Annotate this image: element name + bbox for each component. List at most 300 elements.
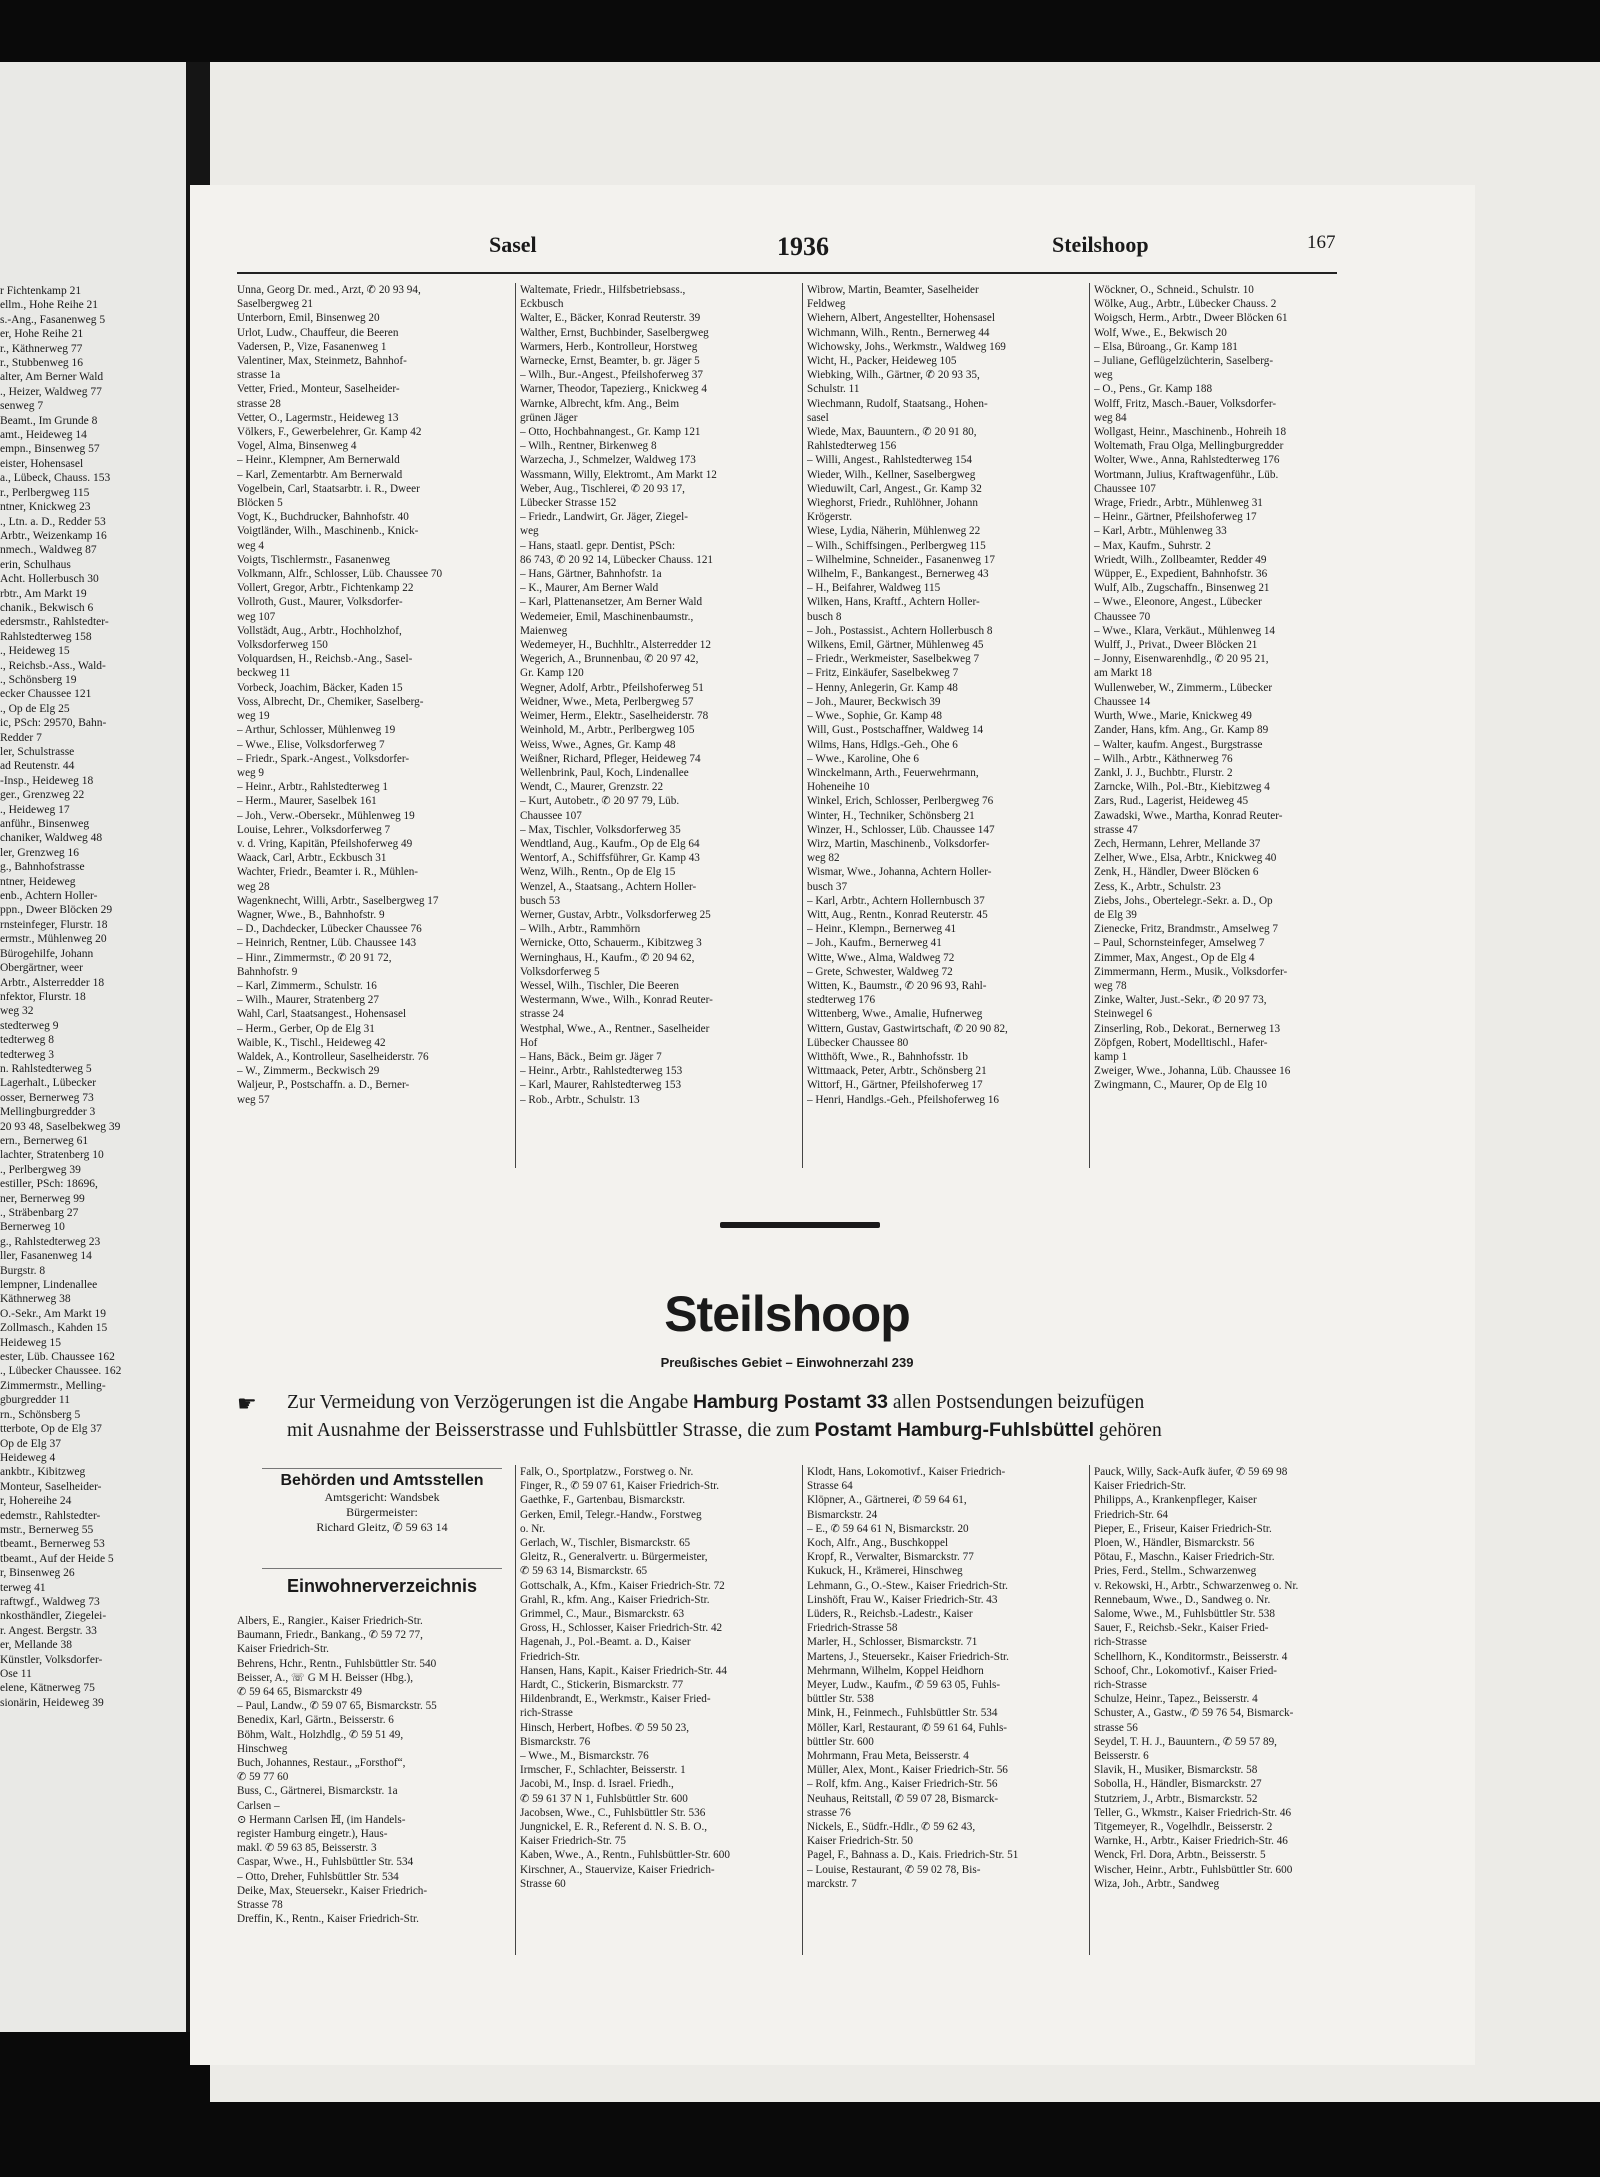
header-year: 1936 bbox=[777, 232, 829, 261]
directory-entry: – Heinr., Arbtr., Rahlstedterweg 153 bbox=[520, 1065, 683, 1078]
directory-entry: Schellhorn, K., Konditormstr., Beisserstr. 4 bbox=[1094, 1650, 1288, 1663]
left-page-line: ., Ltn. a. D., Redder 53 bbox=[0, 515, 106, 528]
directory-entry: Walter, E., Bäcker, Konrad Reuterstr. 39 bbox=[520, 312, 701, 325]
left-page-line: g., Rahlstedterweg 23 bbox=[0, 1235, 101, 1248]
left-page-line: ermstr., Mühlenweg 20 bbox=[0, 933, 107, 946]
directory-entry: Wieghorst, Friedr., Ruhlöhner, Johann bbox=[807, 497, 978, 510]
directory-entry: Zöpfgen, Robert, Modelltischl., Hafer- bbox=[1094, 1036, 1268, 1049]
directory-entry: Seydel, T. H. J., Bauuntern., ✆ 59 57 89, bbox=[1094, 1735, 1277, 1748]
directory-entry: Slavik, H., Musiker, Bismarckstr. 58 bbox=[1094, 1764, 1258, 1777]
directory-entry: Zwingmann, C., Maurer, Op de Elg 10 bbox=[1094, 1079, 1267, 1092]
directory-entry: Vollroth, Gust., Maurer, Volksdorfer- bbox=[237, 596, 403, 609]
directory-entry: Wischer, Heinr., Arbtr., Fuhlsbüttler Str. 600 bbox=[1094, 1863, 1293, 1876]
left-page-line: senweg 7 bbox=[0, 400, 44, 413]
directory-entry: Hildenbrandt, E., Werkmstr., Kaiser Fried- bbox=[520, 1693, 711, 1706]
directory-entry: strasse 24 bbox=[520, 1008, 564, 1021]
directory-entry: Bahnhofstr. 9 bbox=[237, 965, 298, 978]
residents-rule bbox=[262, 1568, 502, 1569]
directory-entry: Bismarckstr. 76 bbox=[520, 1735, 591, 1748]
directory-entry: Carlsen – bbox=[237, 1799, 280, 1812]
directory-entry: weg bbox=[520, 525, 539, 538]
directory-entry: – Heinr., Arbtr., Rahlstedterweg 1 bbox=[237, 781, 389, 794]
directory-entry: Weimer, Herm., Elektr., Saselheiderstr. 78 bbox=[520, 710, 709, 723]
directory-entry: – Karl, Arbtr., Achtern Hollernbusch 37 bbox=[807, 894, 985, 907]
directory-entry: Kaiser Friedrich-Str. 75 bbox=[520, 1835, 626, 1848]
directory-entry: Gerken, Emil, Telegr.-Handw., Forstweg bbox=[520, 1508, 702, 1521]
left-page-line: Burgstr. 8 bbox=[0, 1264, 46, 1277]
directory-entry: Teller, G., Wkmstr., Kaiser Friedrich-Str. 46 bbox=[1094, 1806, 1292, 1819]
left-page-line: tedterweg 8 bbox=[0, 1034, 54, 1047]
authorities-line: Richard Gleitz, ✆ 59 63 14 bbox=[316, 1520, 448, 1534]
directory-entry: – Wwe., Elise, Volksdorferweg 7 bbox=[237, 738, 385, 751]
left-page-line: terweg 41 bbox=[0, 1581, 46, 1594]
left-page-fragment bbox=[0, 62, 186, 2032]
directory-entry: Mehrmann, Wilhelm, Koppel Heidhorn bbox=[807, 1664, 984, 1677]
directory-entry: Wenzel, A., Staatsang., Achtern Holler- bbox=[520, 880, 697, 893]
directory-entry: Saselbergweg 21 bbox=[237, 298, 313, 311]
upper-column-4 bbox=[1094, 283, 1370, 1093]
left-page-line: lempner, Lindenallee bbox=[0, 1279, 98, 1292]
authorities-line: Amtsgericht: Wandsbek bbox=[324, 1490, 440, 1504]
left-page-line: rbtr., Am Markt 19 bbox=[0, 587, 87, 600]
directory-entry: Winter, H., Techniker, Schönsberg 21 bbox=[807, 809, 975, 822]
left-page-line: tedterweg 3 bbox=[0, 1048, 54, 1061]
left-page-line: mstr., Bernerweg 55 bbox=[0, 1523, 94, 1536]
left-page-line: Lagerhalt., Lübecker bbox=[0, 1077, 97, 1090]
running-header bbox=[237, 232, 1337, 266]
directory-entry: Zimmer, Max, Angest., Op de Elg 4 bbox=[1094, 951, 1255, 964]
directory-entry: Unterborn, Emil, Binsenweg 20 bbox=[237, 312, 380, 325]
directory-entry: stedterweg 176 bbox=[807, 994, 876, 1007]
directory-entry: – Wwe., Karoline, Ohe 6 bbox=[807, 752, 919, 765]
directory-entry: ✆ 59 64 65, Bismarckstr 49 bbox=[237, 1686, 362, 1699]
authorities-block bbox=[262, 1472, 502, 1535]
left-page-line: Zimmermstr., Melling- bbox=[0, 1379, 106, 1392]
directory-entry: Blöcken 5 bbox=[237, 497, 283, 510]
left-page-line: r., Käthnerweg 77 bbox=[0, 342, 83, 355]
column-divider bbox=[1089, 283, 1090, 1168]
left-page-lines bbox=[0, 284, 186, 1710]
directory-entry: – Wilhelmine, Schneider., Fasanenweg 17 bbox=[807, 553, 995, 566]
directory-entry: Hof bbox=[520, 1036, 538, 1049]
directory-entry: Schulstr. 11 bbox=[807, 383, 860, 396]
directory-entry: Witthöft, Wwe., R., Bahnhofsstr. 1b bbox=[807, 1050, 968, 1063]
directory-entry: – Wwe., M., Bismarckstr. 76 bbox=[520, 1750, 649, 1763]
directory-entry: Weber, Aug., Tischlerei, ✆ 20 93 17, bbox=[520, 482, 685, 495]
directory-entry: Buss, C., Gärtnerei, Bismarckstr. 1a bbox=[237, 1785, 398, 1798]
column-divider bbox=[1089, 1465, 1090, 1955]
directory-entry: Kirschner, A., Stauervize, Kaiser Friedrich- bbox=[520, 1863, 715, 1876]
directory-entry: Kaiser Friedrich-Str. bbox=[237, 1643, 329, 1656]
directory-entry: Zelher, Wwe., Elsa, Arbtr., Knickweg 40 bbox=[1094, 852, 1277, 865]
directory-entry: weg 9 bbox=[237, 766, 265, 779]
directory-entry: Pauck, Willy, Sack-Aufk äufer, ✆ 59 69 98 bbox=[1094, 1466, 1288, 1478]
left-page-line: lachter, Stratenberg 10 bbox=[0, 1149, 104, 1162]
directory-entry: Warzecha, J., Schmelzer, Waldweg 173 bbox=[520, 454, 696, 467]
authorities-title: Behörden und Amtsstellen bbox=[280, 1472, 484, 1489]
left-page-line: ecker Chaussee 121 bbox=[0, 688, 92, 701]
left-page-line: enb., Achtern Holler- bbox=[0, 890, 98, 903]
left-page-line: r, Binsenweg 26 bbox=[0, 1567, 75, 1580]
directory-entry: – Henri, Handlgs.-Geh., Pfeilshoferweg 16 bbox=[807, 1093, 1000, 1106]
left-page-line: n. Rahlstedterweg 5 bbox=[0, 1062, 92, 1075]
directory-entry: Volksdorferweg 5 bbox=[520, 965, 600, 978]
directory-entry: Wagner, Wwe., B., Bahnhofstr. 9 bbox=[237, 908, 385, 921]
directory-entry: – Louise, Restaurant, ✆ 59 02 78, Bis- bbox=[807, 1863, 981, 1876]
directory-entry: Walther, Ernst, Buchbinder, Saselbergweg bbox=[520, 326, 709, 339]
directory-entry: Zimmermann, Herm., Musik., Volksdorfer- bbox=[1094, 965, 1288, 978]
directory-entry: Wibrow, Martin, Beamter, Saselheider bbox=[807, 284, 979, 296]
directory-entry: Wirz, Martin, Maschinenb., Volksdorfer- bbox=[807, 837, 990, 850]
directory-entry: Deike, Max, Steuersekr., Kaiser Friedrich- bbox=[237, 1884, 428, 1897]
left-page-line: Zollmasch., Kahden 15 bbox=[0, 1322, 108, 1335]
upper-column-1 bbox=[237, 283, 509, 1107]
directory-entry: Baumann, Friedr., Bankang., ✆ 59 72 77, bbox=[237, 1629, 423, 1642]
directory-entry: Albers, E., Rangier., Kaiser Friedrich-Str. bbox=[237, 1615, 423, 1627]
directory-entry: Warnke, H., Arbtr., Kaiser Friedrich-Str. 46 bbox=[1094, 1835, 1288, 1848]
directory-entry: busch 53 bbox=[520, 894, 561, 907]
left-page-line: ler, Schulstrasse bbox=[0, 746, 75, 758]
left-page-line: er, Hohe Reihe 21 bbox=[0, 328, 84, 341]
directory-entry: Vetter, O., Lagermstr., Heideweg 13 bbox=[237, 411, 399, 424]
directory-entry: Maienweg bbox=[520, 624, 568, 637]
directory-entry: Wendt, C., Maurer, Grenzstr. 22 bbox=[520, 781, 664, 794]
left-page-line: chanik., Bekwisch 6 bbox=[0, 601, 94, 614]
directory-entry: – Karl, Zementarbtr. Am Bernerwald bbox=[237, 468, 403, 481]
directory-entry: Voigtländer, Wilh., Maschinenb., Knick- bbox=[237, 525, 419, 538]
directory-entry: sasel bbox=[807, 411, 829, 424]
directory-entry: Chaussee 107 bbox=[1094, 482, 1156, 495]
directory-entry: – Rolf, kfm. Ang., Kaiser Friedrich-Str. 56 bbox=[807, 1778, 998, 1791]
directory-entry: Zarncke, Wilh., Pol.-Btr., Kiebitzweg 4 bbox=[1094, 781, 1270, 794]
directory-entry: – Herm., Maurer, Saselbek 161 bbox=[237, 795, 377, 808]
directory-entry: Wahl, Carl, Staatsangest., Hohensasel bbox=[237, 1008, 407, 1021]
directory-entry: Zander, Hans, kfm. Ang., Gr. Kamp 89 bbox=[1094, 724, 1269, 737]
directory-entry: 86 743, ✆ 20 92 14, Lübecker Chauss. 121 bbox=[520, 553, 714, 566]
directory-entry: strasse 1a bbox=[237, 369, 281, 382]
left-page-line: -Insp., Heideweg 18 bbox=[0, 774, 94, 787]
directory-entry: Jacobsen, Wwe., C., Fuhlsbüttler Str. 536 bbox=[520, 1806, 706, 1819]
directory-entry: – Paul, Landw., ✆ 59 07 65, Bismarckstr. 55 bbox=[237, 1700, 437, 1713]
directory-entry: Wüpper, E., Expedient, Bahnhofstr. 36 bbox=[1094, 568, 1268, 581]
section-separator bbox=[720, 1222, 880, 1228]
directory-entry: Witte, Wwe., Alma, Waldweg 72 bbox=[807, 951, 955, 964]
lower-column-4 bbox=[1094, 1465, 1370, 1891]
left-page-line: r Fichtenkamp 21 bbox=[0, 285, 82, 297]
directory-entry: weg 28 bbox=[237, 880, 270, 893]
left-page-line: Heideweg 15 bbox=[0, 1336, 61, 1349]
directory-entry: Hagenah, J., Pol.-Beamt. a. D., Kaiser bbox=[520, 1636, 691, 1649]
directory-entry: – Friedr., Landwirt, Gr. Jäger, Ziegel- bbox=[520, 511, 688, 524]
upper-column-3 bbox=[807, 283, 1083, 1107]
left-page-line: tterbote, Op de Elg 37 bbox=[0, 1423, 102, 1436]
directory-entry: Krögerstr. bbox=[807, 511, 853, 524]
left-page-line: ., Sträbenbarg 27 bbox=[0, 1207, 79, 1219]
directory-entry: Friedrich-Str. 64 bbox=[1094, 1508, 1168, 1521]
directory-entry: strasse 56 bbox=[1094, 1721, 1138, 1734]
directory-entry: weg 4 bbox=[237, 539, 265, 552]
directory-entry: Woltemath, Frau Olga, Mellingburgredder bbox=[1094, 440, 1284, 453]
residents-title: Einwohnerverzeichnis bbox=[286, 1576, 478, 1596]
directory-entry: weg bbox=[1094, 369, 1113, 382]
section-subtitle: Preußisches Gebiet – Einwohnerzahl 239 bbox=[660, 1355, 914, 1370]
directory-entry: Buch, Johannes, Restaur., „Forsthof“, bbox=[237, 1757, 406, 1770]
directory-entry: Waltemate, Friedr., Hilfsbetriebsass., bbox=[520, 284, 686, 296]
directory-entry: – Wilh., Rentner, Birkenweg 8 bbox=[520, 440, 657, 453]
left-page-line: ., Heideweg 17 bbox=[0, 803, 70, 816]
directory-entry: Beisserstr. 6 bbox=[1094, 1750, 1149, 1763]
left-page-line: stedterweg 9 bbox=[0, 1019, 59, 1032]
directory-entry: – Hans, staatl. gepr. Dentist, PSch: bbox=[520, 539, 676, 552]
directory-entry: – Heinr., Gärtner, Pfeilshoferweg 17 bbox=[1094, 511, 1257, 524]
directory-entry: Behrens, Hchr., Rentn., Fuhlsbüttler Str. 540 bbox=[237, 1657, 437, 1670]
left-page-line: osser, Bernerweg 73 bbox=[0, 1091, 94, 1104]
left-page-line: ntner, Heideweg bbox=[0, 875, 76, 888]
left-page-line: r, Hohereihe 24 bbox=[0, 1495, 72, 1508]
directory-entry: Pötau, F., Maschn., Kaiser Friedrich-Str. bbox=[1094, 1551, 1275, 1564]
directory-entry: weg 57 bbox=[237, 1093, 270, 1106]
directory-entry: Linshöft, Frau W., Kaiser Friedrich-Str. 43 bbox=[807, 1593, 998, 1606]
directory-entry: Westphal, Wwe., A., Rentner., Saselheider bbox=[520, 1022, 710, 1035]
left-page-line: alter, Am Berner Wald bbox=[0, 371, 104, 384]
directory-entry: – Joh., Maurer, Beckwisch 39 bbox=[807, 695, 941, 708]
directory-entry: – Heinr., Klempn., Bernerweg 41 bbox=[807, 923, 957, 936]
directory-entry: Nickels, E., Südfr.-Hdlr., ✆ 59 62 43, bbox=[807, 1821, 976, 1834]
directory-entry: Wilms, Hans, Hdlgs.-Geh., Ohe 6 bbox=[807, 738, 958, 751]
directory-entry: – Willi, Angest., Rahlstedterweg 154 bbox=[807, 454, 972, 467]
directory-entry: Sobolla, H., Händler, Bismarckstr. 27 bbox=[1094, 1778, 1262, 1791]
directory-entry: Wichowsky, Johs., Werkmstr., Waldweg 169 bbox=[807, 340, 1006, 353]
directory-entry: Ploen, W., Händler, Bismarckstr. 56 bbox=[1094, 1537, 1255, 1550]
directory-entry: Grimmel, C., Maur., Bismarckstr. 63 bbox=[520, 1608, 685, 1621]
directory-entry: Werner, Gustav, Arbtr., Volksdorferweg 25 bbox=[520, 908, 711, 921]
directory-entry: weg 82 bbox=[807, 852, 840, 865]
directory-entry: Vollert, Gregor, Arbtr., Fichtenkamp 22 bbox=[237, 582, 414, 595]
left-page-line: edersmstr., Rahlstedter- bbox=[0, 616, 109, 629]
directory-entry: Möller, Karl, Restaurant, ✆ 59 61 64, Fuhls- bbox=[807, 1721, 1008, 1734]
directory-entry: Grahl, R., kfm. Ang., Kaiser Friedrich-Str. bbox=[520, 1593, 710, 1606]
directory-entry: Lehmann, G., O.-Stew., Kaiser Friedrich-Str. bbox=[807, 1579, 1008, 1592]
directory-entry: Bismarckstr. 24 bbox=[807, 1508, 878, 1521]
directory-entry: Feldweg bbox=[807, 298, 846, 311]
directory-entry: Müller, Alex, Mont., Kaiser Friedrich-Str. 56 bbox=[807, 1764, 1008, 1777]
directory-entry: Zars, Rud., Lagerist, Heideweg 45 bbox=[1094, 795, 1249, 808]
directory-entry: Wulf, Alb., Zugschaffn., Binsenweg 21 bbox=[1094, 582, 1270, 595]
left-page-line: ester, Lüb. Chaussee 162 bbox=[0, 1351, 115, 1364]
left-page-line: nkosthändler, Ziegelei- bbox=[0, 1610, 107, 1623]
directory-entry: Vogt, K., Buchdrucker, Bahnhofstr. 40 bbox=[237, 511, 409, 524]
directory-entry: Winkel, Erich, Schlosser, Perlbergweg 76 bbox=[807, 795, 994, 808]
directory-entry: – O., Pens., Gr. Kamp 188 bbox=[1094, 383, 1213, 396]
directory-entry: Wolff, Fritz, Masch.-Bauer, Volksdorfer- bbox=[1094, 397, 1277, 410]
directory-entry: Gerlach, W., Tischler, Bismarckstr. 65 bbox=[520, 1537, 691, 1550]
directory-entry: Weinhold, M., Arbtr., Perlbergweg 105 bbox=[520, 724, 695, 737]
directory-entry: rich-Strasse bbox=[520, 1707, 573, 1720]
directory-entry: Urlot, Ludw., Chauffeur, die Beeren bbox=[237, 326, 399, 339]
directory-entry: Klodt, Hans, Lokomotivf., Kaiser Friedrich- bbox=[807, 1466, 1006, 1478]
left-page-line: g., Bahnhofstrasse bbox=[0, 861, 85, 874]
directory-entry: Wendtland, Aug., Kaufm., Op de Elg 64 bbox=[520, 837, 700, 850]
directory-entry: register Hamburg eingetr.), Haus- bbox=[237, 1828, 388, 1841]
directory-entry: strasse 76 bbox=[807, 1806, 851, 1819]
directory-entry: Wiza, Joh., Arbtr., Sandweg bbox=[1094, 1877, 1220, 1890]
directory-entry: rich-Strasse bbox=[1094, 1636, 1147, 1649]
column-divider bbox=[802, 1465, 803, 1955]
left-page-line: chaniker, Waldweg 48 bbox=[0, 832, 103, 845]
directory-entry: Stutzriem, J., Arbtr., Bismarckstr. 52 bbox=[1094, 1792, 1258, 1805]
directory-entry: Beisser, A., ☏ G M H. Beisser (Hbg.), bbox=[237, 1671, 414, 1684]
directory-entry: Zawadski, Wwe., Martha, Konrad Reuter- bbox=[1094, 809, 1283, 822]
left-page-line: r., Perlbergweg 115 bbox=[0, 486, 90, 499]
column-divider bbox=[515, 283, 516, 1168]
directory-entry: Wortmann, Julius, Kraftwagenführ., Lüb. bbox=[1094, 468, 1279, 481]
directory-entry: – Max, Tischler, Volksdorferweg 35 bbox=[520, 823, 681, 836]
directory-entry: weg 84 bbox=[1094, 411, 1127, 424]
directory-entry: Volksdorferweg 150 bbox=[237, 639, 328, 652]
directory-entry: Rennebaum, Wwe., D., Sandweg o. Nr. bbox=[1094, 1593, 1271, 1606]
directory-entry: Benedix, Karl, Gärtn., Beisserstr. 6 bbox=[237, 1714, 394, 1727]
directory-entry: – Wilh., Bur.-Angest., Pfeilshoferweg 37 bbox=[520, 369, 703, 382]
directory-entry: Lüders, R., Reichsb.-Ladestr., Kaiser bbox=[807, 1608, 973, 1621]
directory-entry: – W., Zimmerm., Beckwisch 29 bbox=[237, 1065, 380, 1078]
lower-column-2 bbox=[520, 1465, 796, 1891]
directory-entry: Wichmann, Wilh., Rentn., Bernerweg 44 bbox=[807, 326, 990, 339]
directory-entry: Wellenbrink, Paul, Koch, Lindenallee bbox=[520, 766, 689, 779]
directory-entry: Warner, Theodor, Tapezierg., Knickweg 4 bbox=[520, 383, 707, 396]
directory-entry: Hinsch, Herbert, Hofbes. ✆ 59 50 23, bbox=[520, 1721, 690, 1734]
directory-entry: Vorbeck, Joachim, Bäcker, Kaden 15 bbox=[237, 681, 403, 694]
directory-entry: Winckelmann, Arth., Feuerwehrmann, bbox=[807, 766, 979, 779]
directory-entry: weg 78 bbox=[1094, 979, 1127, 992]
left-page-line: ., Heizer, Waldweg 77 bbox=[0, 385, 102, 398]
directory-entry: Vogelbein, Carl, Staatsarbtr. i. R., Dweer bbox=[237, 482, 420, 495]
directory-entry: Schulze, Heinr., Tapez., Beisserstr. 4 bbox=[1094, 1693, 1258, 1706]
directory-entry: Wieduwilt, Carl, Angest., Gr. Kamp 32 bbox=[807, 482, 982, 495]
directory-entry: – Wwe., Sophie, Gr. Kamp 48 bbox=[807, 710, 942, 723]
directory-entry: weg 19 bbox=[237, 710, 270, 723]
directory-entry: Wagenknecht, Willi, Arbtr., Saselbergweg 17 bbox=[237, 894, 439, 907]
directory-entry: Gleitz, R., Generalvertr. u. Bürgermeister, bbox=[520, 1551, 708, 1564]
lower-column-1 bbox=[237, 1614, 509, 1926]
directory-entry: – Joh., Verw.-Obersekr., Mühlenweg 19 bbox=[237, 809, 415, 822]
directory-entry: o. Nr. bbox=[520, 1522, 546, 1535]
left-page-line: ic, PSch: 29570, Bahn- bbox=[0, 717, 107, 730]
directory-entry: – D., Dachdecker, Lübecker Chaussee 76 bbox=[237, 923, 422, 936]
left-page-line: Ose 11 bbox=[0, 1668, 32, 1680]
directory-entry: Valentiner, Max, Steinmetz, Bahnhof- bbox=[237, 355, 407, 368]
left-page-line: ., Lübecker Chaussee. 162 bbox=[0, 1365, 122, 1378]
upper-column-2 bbox=[520, 283, 796, 1107]
notice-line-2: mit Ausnahme der Beisserstrasse und Fuhlsbüttler Strasse, die zum Postamt Hamburg-Fuhlsbüttel gehören bbox=[287, 1419, 1162, 1441]
directory-entry: Hinschweg bbox=[237, 1742, 288, 1755]
directory-entry: Zess, K., Arbtr., Schulstr. 23 bbox=[1094, 880, 1221, 893]
directory-entry: Friedrich-Strasse 58 bbox=[807, 1622, 898, 1635]
directory-entry: v. Rekowski, H., Arbtr., Schwarzenweg o. Nr. bbox=[1094, 1579, 1299, 1592]
directory-entry: Weißner, Richard, Pfleger, Heideweg 74 bbox=[520, 752, 701, 765]
directory-entry: makl. ✆ 59 63 85, Beisserstr. 3 bbox=[237, 1842, 377, 1855]
directory-entry: – Kurt, Autobetr., ✆ 20 97 79, Lüb. bbox=[520, 795, 680, 808]
directory-entry: Irmscher, F., Schlachter, Beisserstr. 1 bbox=[520, 1764, 686, 1777]
directory-entry: – Karl, Zimmerm., Schulstr. 16 bbox=[237, 979, 377, 992]
directory-entry: – Wilh., Arbtr., Käthnerweg 76 bbox=[1094, 752, 1233, 765]
directory-entry: Wiede, Max, Bauuntern., ✆ 20 91 80, bbox=[807, 426, 977, 439]
directory-entry: Dreffin, K., Rentn., Kaiser Friedrich-Str. bbox=[237, 1913, 419, 1926]
directory-entry: Sauer, F., Reichsb.-Sekr., Kaiser Fried- bbox=[1094, 1622, 1269, 1635]
directory-entry: Weiss, Wwe., Agnes, Gr. Kamp 48 bbox=[520, 738, 676, 751]
notice-line-1: Zur Vermeidung von Verzögerungen ist die Angabe Hamburg Postamt 33 allen Postsendungen beizufügen bbox=[287, 1391, 1145, 1413]
directory-entry: – E., ✆ 59 64 61 N, Bismarckstr. 20 bbox=[807, 1522, 969, 1535]
directory-entry: – Karl, Plattenansetzer, Am Berner Wald bbox=[520, 596, 703, 609]
directory-entry: Koch, Alfr., Ang., Buschkoppel bbox=[807, 1537, 949, 1550]
left-page-line: Redder 7 bbox=[0, 731, 42, 744]
left-page-line: er, Mellande 38 bbox=[0, 1639, 73, 1652]
left-page-line: r., Stubbenweg 16 bbox=[0, 357, 84, 370]
directory-entry: Wentorf, A., Schiffsführer, Gr. Kamp 43 bbox=[520, 852, 700, 865]
directory-entry: rich-Strasse bbox=[1094, 1679, 1147, 1692]
directory-entry: Volkmann, Alfr., Schlosser, Lüb. Chaussee 70 bbox=[237, 568, 443, 581]
directory-entry: Westermann, Wwe., Wilh., Konrad Reuter- bbox=[520, 994, 713, 1007]
directory-entry: Zech, Hermann, Lehrer, Mellande 37 bbox=[1094, 837, 1261, 850]
directory-entry: ✆ 59 77 60 bbox=[237, 1771, 289, 1784]
directory-entry: Wedemeyer, H., Buchhltr., Alsterredder 12 bbox=[520, 639, 711, 652]
header-left-place: Sasel bbox=[489, 232, 537, 257]
left-page-line: ., Schönsberg 19 bbox=[0, 673, 77, 686]
directory-entry: Kukuck, H., Krämerei, Hinschweg bbox=[807, 1565, 963, 1578]
directory-entry: Titgemeyer, R., Vogelhdlr., Beisserstr. 2 bbox=[1094, 1821, 1273, 1834]
directory-entry: Vogel, Alma, Binsenweg 4 bbox=[237, 440, 357, 453]
left-page-line: 20 93 48, Saselbekweg 39 bbox=[0, 1120, 121, 1133]
directory-entry: Voss, Albrecht, Dr., Chemiker, Saselberg- bbox=[237, 695, 424, 708]
section-title: Steilshoop bbox=[664, 1286, 910, 1342]
directory-entry: Werninghaus, H., Kaufm., ✆ 20 94 62, bbox=[520, 951, 695, 964]
left-page-line: estiller, PSch: 18696, bbox=[0, 1178, 98, 1191]
directory-entry: Philipps, A., Krankenpfleger, Kaiser bbox=[1094, 1494, 1257, 1507]
directory-entry: Zenk, H., Händler, Dweer Blöcken 6 bbox=[1094, 866, 1259, 879]
directory-entry: Waldek, A., Kontrolleur, Saselheiderstr. 76 bbox=[237, 1050, 429, 1063]
directory-entry: Friedrich-Str. bbox=[520, 1650, 580, 1663]
directory-entry: Lübecker Strasse 152 bbox=[520, 497, 617, 510]
directory-entry: – Friedr., Werkmeister, Saselbekweg 7 bbox=[807, 653, 980, 666]
directory-entry: Wilhelm, F., Bankangest., Bernerweg 43 bbox=[807, 568, 989, 581]
left-page-line: tbeamt., Auf der Heide 5 bbox=[0, 1552, 114, 1565]
directory-entry: – Henny, Anlegerin, Gr. Kamp 48 bbox=[807, 681, 958, 694]
directory-entry: – Karl, Arbtr., Mühlenweg 33 bbox=[1094, 525, 1227, 538]
directory-entry: Salome, Wwe., M., Fuhlsbüttler Str. 538 bbox=[1094, 1608, 1275, 1621]
directory-entry: Neuhaus, Reitstall, ✆ 59 07 28, Bismarck- bbox=[807, 1792, 999, 1805]
directory-entry: Wilkens, Emil, Gärtner, Mühlenweg 45 bbox=[807, 639, 984, 652]
lower-column-3 bbox=[807, 1465, 1083, 1891]
directory-entry: – Wilh., Schiffsingen., Perlbergweg 115 bbox=[807, 539, 986, 552]
directory-entry: weg 107 bbox=[237, 610, 276, 623]
authorities-rule bbox=[262, 1468, 502, 1469]
directory-entry: Gottschalk, A., Kfm., Kaiser Friedrich-Str. 72 bbox=[520, 1579, 725, 1592]
directory-entry: Klöpner, A., Gärtnerei, ✆ 59 64 61, bbox=[807, 1494, 967, 1507]
left-page-line: elene, Kätnerweg 75 bbox=[0, 1682, 95, 1695]
left-page-line: s.-Ang., Fasanenweg 5 bbox=[0, 313, 106, 326]
left-page-line: anführ., Binsenweg bbox=[0, 818, 90, 831]
left-page-line: ad Reutenstr. 44 bbox=[0, 760, 75, 773]
left-page-line: ., Heideweg 15 bbox=[0, 645, 70, 658]
left-page-line: Heideweg 4 bbox=[0, 1451, 56, 1464]
directory-entry: – Rob., Arbtr., Schulstr. 13 bbox=[520, 1093, 640, 1106]
directory-entry: – Heinr., Klempner, Am Bernerwald bbox=[237, 454, 400, 467]
left-page-line: Arbtr., Alsterredder 18 bbox=[0, 976, 105, 989]
directory-entry: Wegerich, A., Brunnenbau, ✆ 20 97 42, bbox=[520, 653, 699, 666]
directory-entry: – Hans, Bäck., Beim gr. Jäger 7 bbox=[520, 1050, 662, 1063]
directory-entry: strasse 28 bbox=[237, 397, 281, 410]
directory-entry: Kropf, R., Verwalter, Bismarckstr. 77 bbox=[807, 1551, 974, 1564]
header-right-place: Steilshoop bbox=[1052, 232, 1149, 257]
